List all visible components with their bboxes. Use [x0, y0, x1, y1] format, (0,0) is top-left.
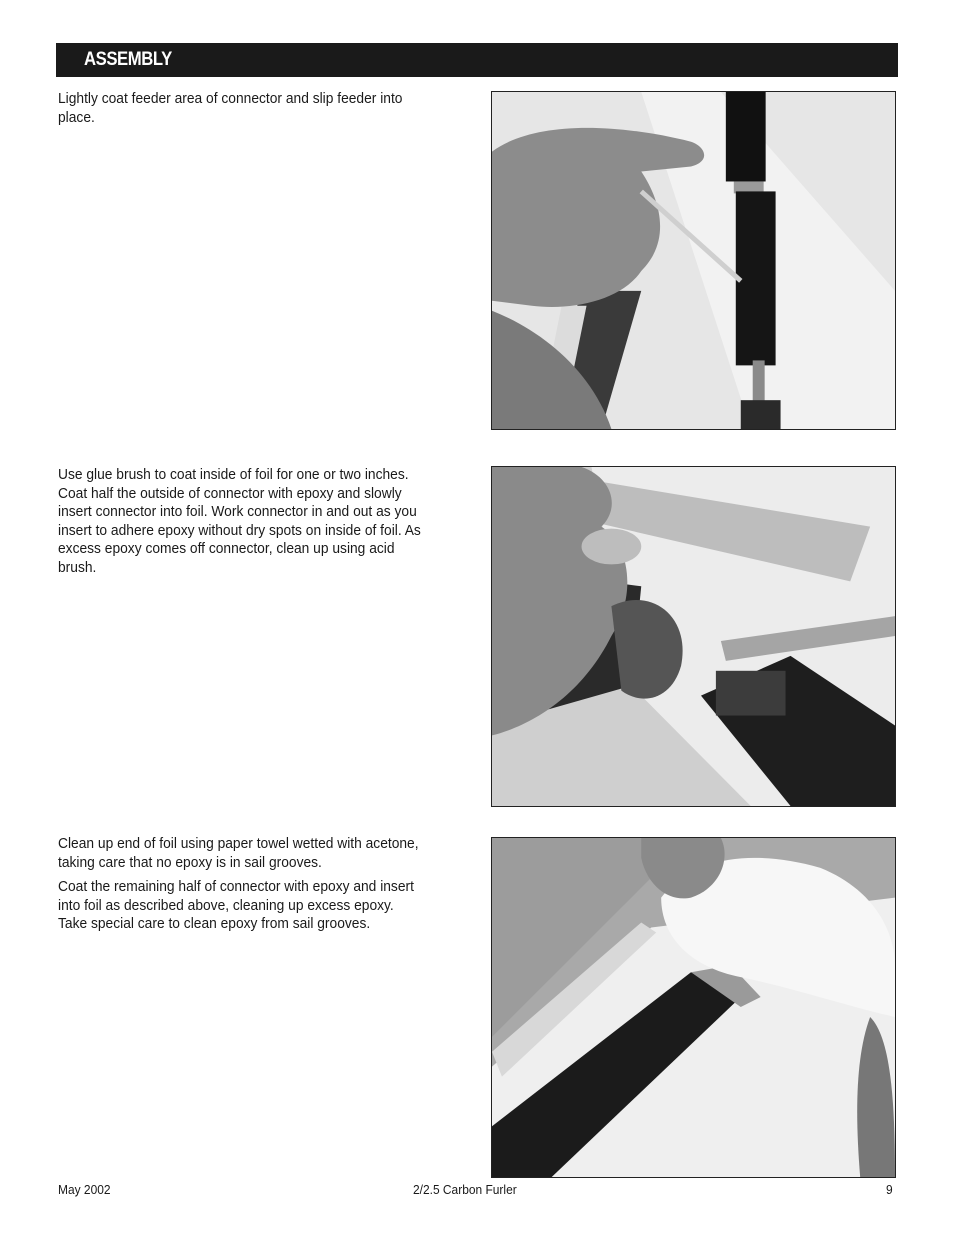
section-header-bar [56, 43, 898, 77]
step-1-paragraph: Lightly coat feeder area of connector and slip feeder into place. [58, 90, 403, 126]
photo-paper-towel-cleanup [492, 838, 895, 1177]
step-3-text [58, 835, 421, 940]
step-3-photo [491, 837, 896, 1178]
footer-date: May 2002 [58, 1182, 111, 1197]
step-3-paragraph-2: Coat the remaining half of connector with epoxy and insert into foil as described above, cleaning up excess epoxy. Take special care to clean epoxy from sail grooves. [58, 878, 414, 933]
step-1-photo [491, 91, 896, 430]
photo-hand-feeder [492, 92, 895, 429]
section-title: ASSEMBLY [84, 49, 172, 70]
footer-document-title: 2/2.5 Carbon Furler [413, 1182, 517, 1197]
step-2-text [58, 466, 421, 584]
step-1-text [58, 90, 421, 133]
step-3-paragraph-1: Clean up end of foil using paper towel wetted with acetone, taking care that no epoxy is in sail grooves. [58, 835, 419, 871]
step-2-photo [491, 466, 896, 807]
footer-page-number: 9 [886, 1182, 893, 1197]
step-2-paragraph: Use glue brush to coat inside of foil for one or two inches. Coat half the outside of connector with epoxy and slowly insert connector into foil. Work connector in and out as you insert to adhere epoxy without dry spots on inside of foil. As excess epoxy comes off connector, clean up using acid brush. [58, 466, 421, 576]
photo-glue-brush-foil [492, 467, 895, 806]
